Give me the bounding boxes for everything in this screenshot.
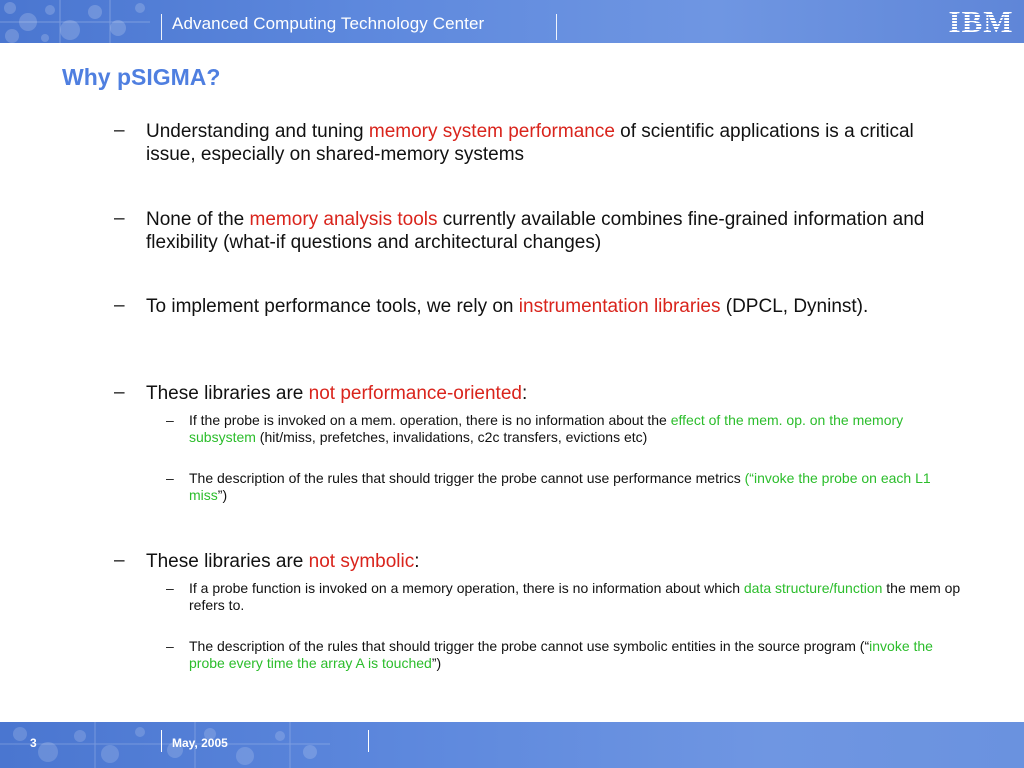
- bullet-text-part: :: [414, 551, 420, 572]
- bullet-highlight: not symbolic: [308, 551, 415, 572]
- sub-bullet-text: [189, 580, 964, 614]
- bullet-highlight: not performance-oriented: [308, 383, 522, 404]
- sub-bullet-highlight: (“invoke the probe on each L1 miss: [189, 470, 931, 503]
- bullet-text-part: None of the: [146, 209, 250, 230]
- bullet-text-part: These libraries are: [146, 383, 309, 404]
- header-decoration-icon: [0, 0, 200, 43]
- bullet-text-part: Understanding and tuning: [146, 121, 369, 142]
- bullet-highlight: memory system performance: [368, 121, 615, 142]
- bullet-text: [146, 208, 966, 254]
- sub-bullet-text: [189, 470, 964, 504]
- header-bar: [0, 0, 1024, 43]
- bullet-dash: –: [114, 208, 125, 229]
- bullet-text: [146, 382, 966, 405]
- sub-bullet-text-part: The description of the rules that should trigger the probe cannot use symbolic entities in the source program (“: [189, 638, 870, 654]
- bullet-highlight: memory analysis tools: [249, 209, 438, 230]
- footer-separator: [161, 730, 162, 752]
- bullet-dash: –: [114, 295, 125, 316]
- bullet-text-part: (DPCL, Dyninst).: [720, 296, 869, 317]
- sub-bullet-text-part: ”): [431, 655, 442, 671]
- bullet-highlight: instrumentation libraries: [518, 296, 721, 317]
- bullet-text-part: :: [521, 383, 528, 404]
- sub-bullet-text-part: the mem op refers to.: [189, 580, 961, 613]
- footer-separator: [368, 730, 369, 752]
- footer-bar: [0, 722, 1024, 768]
- header-separator: [556, 14, 557, 40]
- sub-bullet-dash: –: [166, 412, 174, 428]
- ibm-logo-text: IBM: [948, 6, 1014, 36]
- bullet-dash: –: [114, 382, 125, 403]
- sub-bullet-dash: –: [166, 638, 174, 654]
- bullet-dash: –: [114, 120, 125, 141]
- ibm-logo-icon: [946, 6, 1016, 36]
- sub-bullet-highlight: effect of the mem. op. on the memory subsystem: [189, 412, 904, 445]
- sub-bullet-text-part: ”): [217, 487, 228, 503]
- bullet-dash: –: [114, 550, 125, 571]
- bullet-text-part: These libraries are: [146, 551, 309, 572]
- bullet-text-part: of scientific applications is a critical issue, especially on shared-memory systems: [146, 121, 914, 165]
- bullet-text-part: currently available combines fine-grained information and flexibility (what-if questions and architectural changes): [146, 209, 925, 253]
- footer-date: May, 2005: [172, 736, 228, 750]
- sub-bullet-text-part: If a probe function is invoked on a memory operation, there is no information about which: [189, 580, 744, 596]
- slide-title: Why pSIGMA?: [62, 64, 221, 90]
- sub-bullet-text: [189, 638, 964, 672]
- sub-bullet-text-part: If the probe is invoked on a mem. operation, there is no information about the: [189, 412, 671, 428]
- bullet-text: [146, 295, 966, 318]
- sub-bullet-text-part: (hit/miss, prefetches, invalidations, c2c transfers, evictions etc): [255, 429, 648, 445]
- bullet-text: [146, 550, 966, 573]
- bullet-text: [146, 120, 966, 166]
- sub-bullet-text-part: The description of the rules that should trigger the probe cannot use performance metrics: [189, 470, 745, 486]
- header-title: Advanced Computing Technology Center: [172, 14, 485, 33]
- sub-bullet-text: [189, 412, 964, 446]
- sub-bullet-highlight: invoke the probe every time the array A is touched: [189, 638, 933, 671]
- sub-bullet-highlight: data structure/function: [743, 580, 883, 596]
- page-number: 3: [30, 736, 37, 750]
- sub-bullet-dash: –: [166, 470, 174, 486]
- bullet-text-part: To implement performance tools, we rely on: [146, 296, 519, 317]
- header-separator: [161, 14, 162, 40]
- sub-bullet-dash: –: [166, 580, 174, 596]
